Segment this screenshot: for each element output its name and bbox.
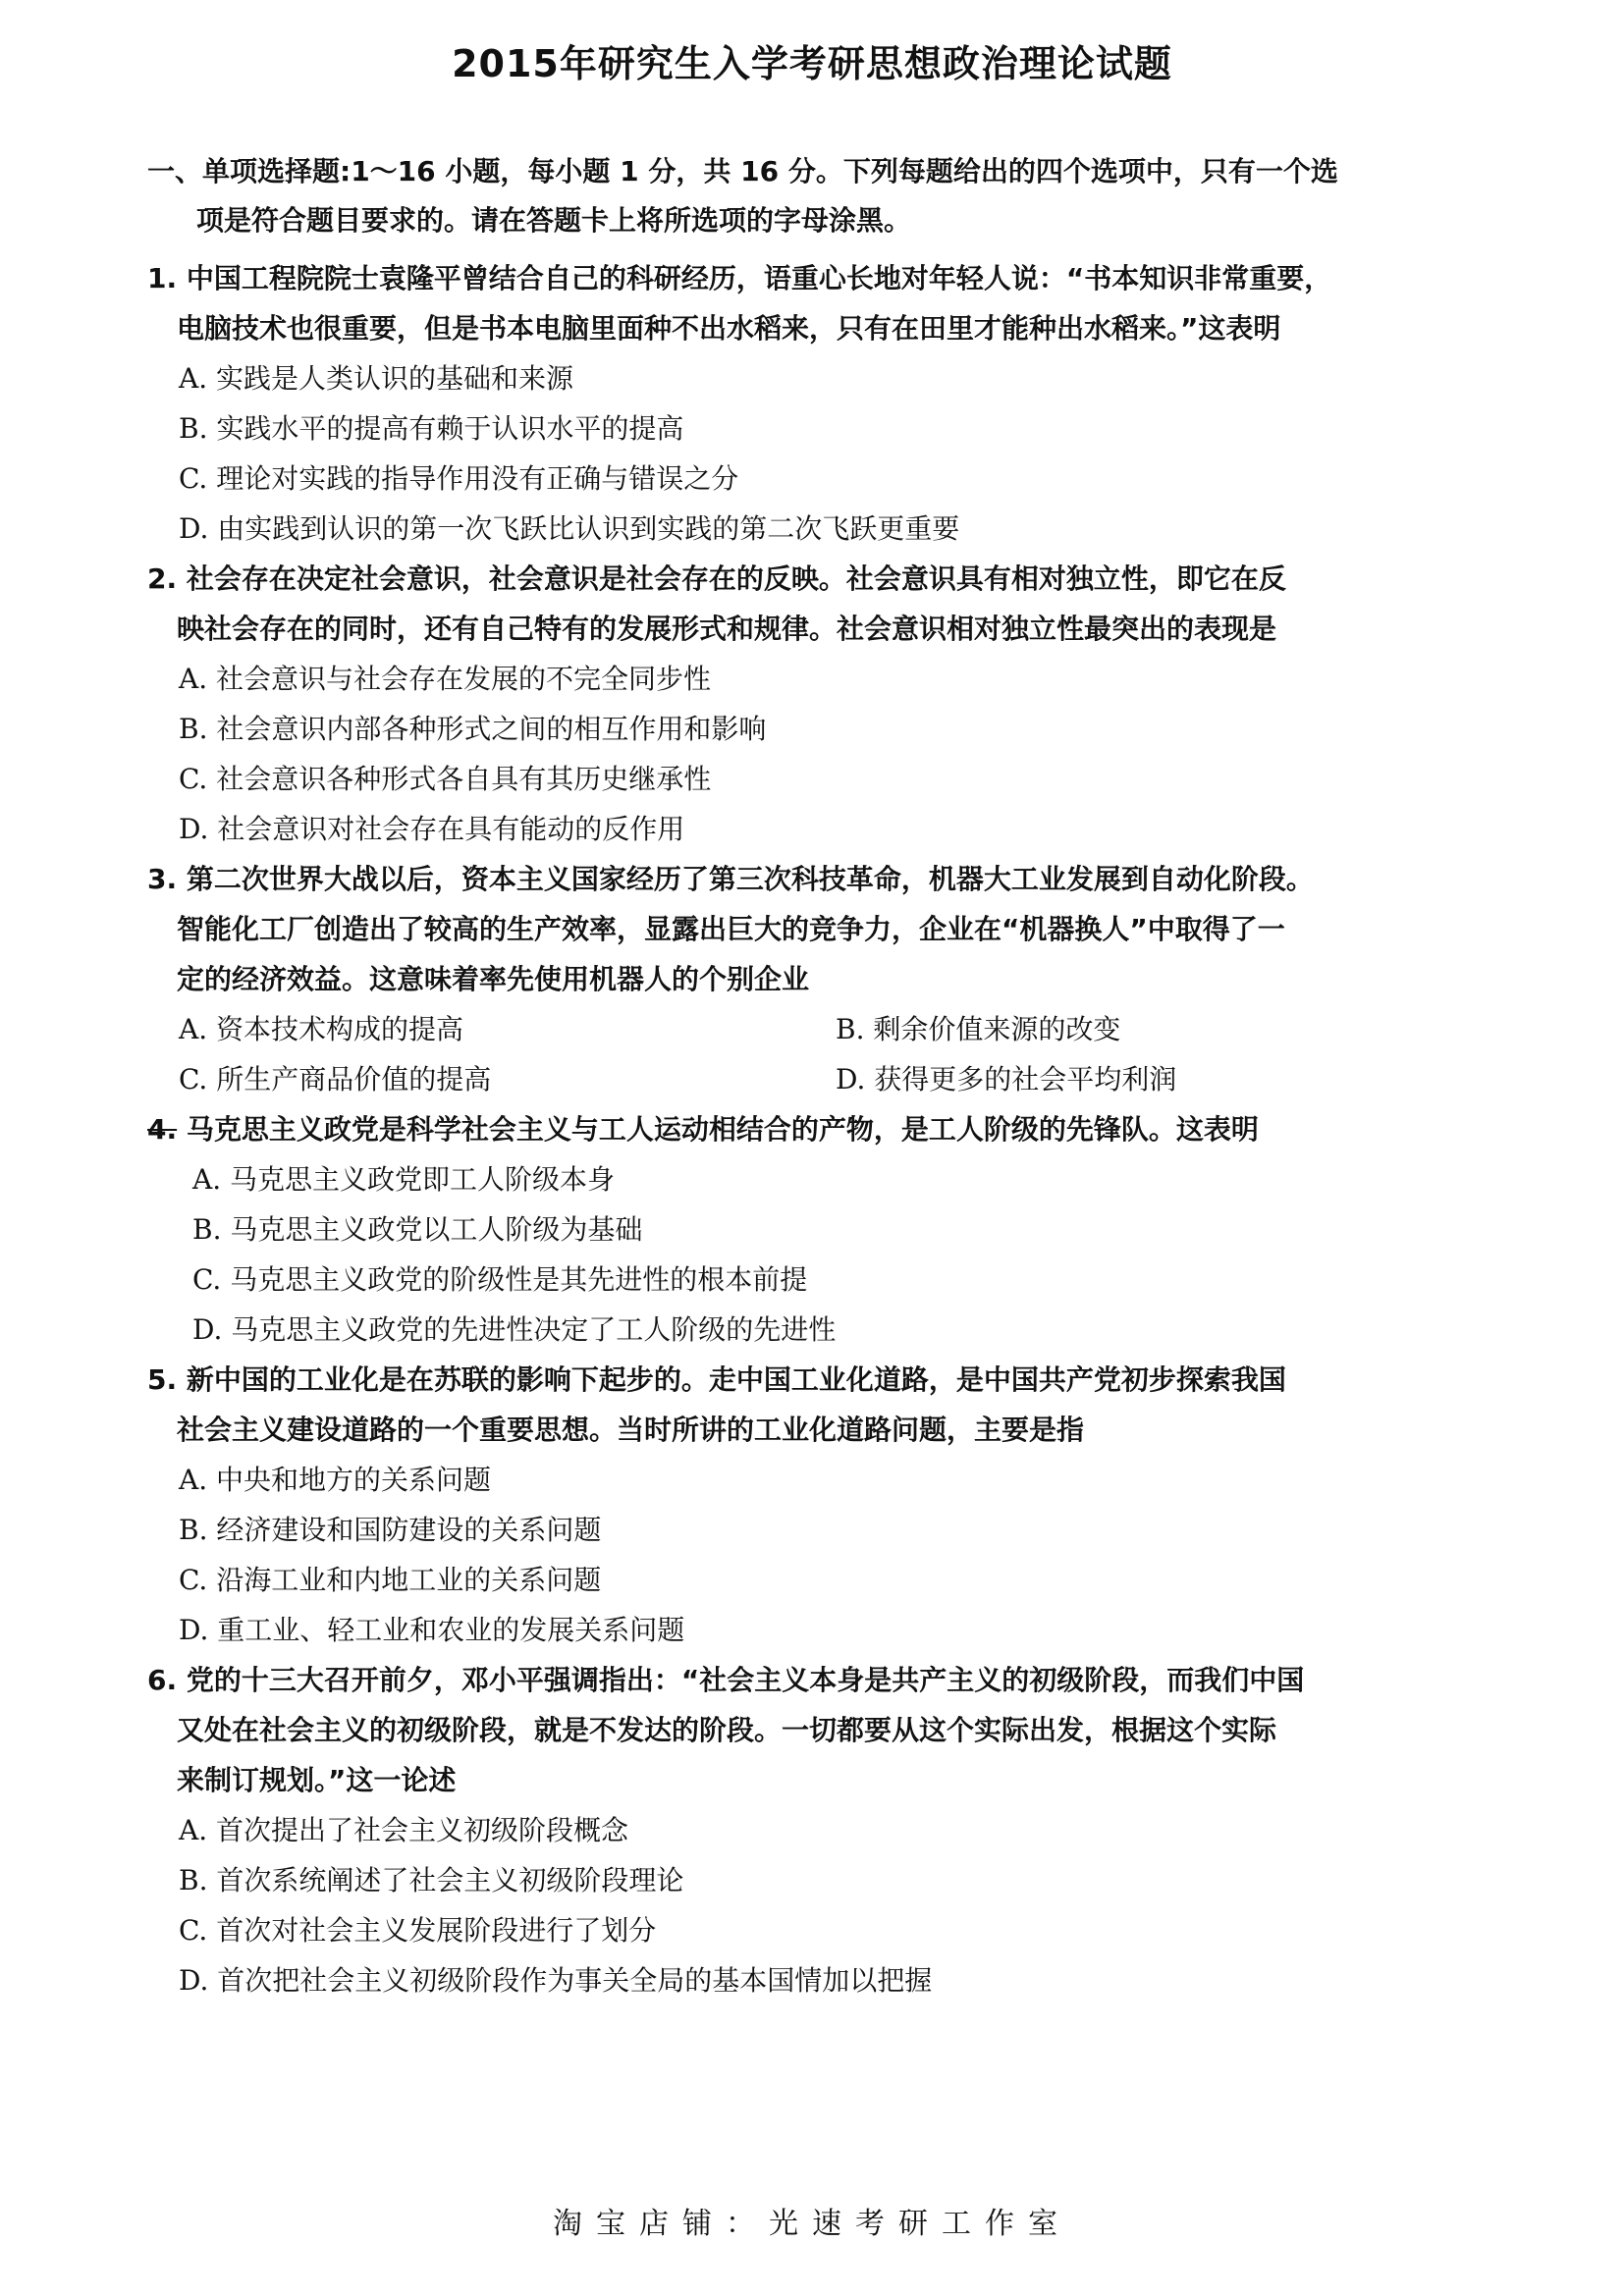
- question-6-option-a: A. 首次提出了社会主义初级阶段概念: [179, 1814, 629, 1846]
- question-4-stem-text: 马克思主义政党是科学社会主义与工人运动相结合的产物，是工人阶级的先锋队。这表明: [177, 1113, 1259, 1146]
- question-6: [147, 1655, 1492, 2005]
- question-6-stem-line: 6. 党的十三大召开前夕，邓小平强调指出：“社会主义本身是共产主义的初级阶段，而我们中国: [147, 1664, 1305, 1696]
- question-3-stem-line: 智能化工厂创造出了较高的生产效率，显露出巨大的竞争力，企业在“机器换人”中取得了一: [177, 913, 1285, 945]
- question-2-stem-line: 2. 社会存在决定社会意识，社会意识是社会存在的反映。社会意识具有相对独立性，即它在反: [147, 562, 1286, 595]
- question-list: [147, 253, 1492, 2005]
- question-1-option-a: A. 实践是人类认识的基础和来源: [179, 362, 574, 395]
- question-2-option-d: D. 社会意识对社会存在具有能动的反作用: [179, 813, 685, 845]
- question-4-stem-line: [147, 1104, 1492, 1154]
- section-instructions-line2: 项是符合题目要求的。请在答题卡上将所选项的字母涂黑。: [196, 204, 912, 237]
- question-3-stem-line: 定的经济效益。这意味着率先使用机器人的个别企业: [177, 963, 810, 995]
- section-instructions: [147, 147, 1483, 245]
- question-1: [147, 253, 1492, 554]
- question-4-number: 4.: [147, 1113, 178, 1146]
- question-6-option-d: D. 首次把社会主义初级阶段作为事关全局的基本国情加以把握: [179, 1964, 933, 1997]
- question-2-option-b: B. 社会意识内部各种形式之间的相互作用和影响: [179, 713, 767, 745]
- question-3-option-d: D. 获得更多的社会平均利润: [836, 1063, 1177, 1095]
- question-2: [147, 554, 1492, 854]
- question-5-stem-line: 社会主义建设道路的一个重要思想。当时所讲的工业化道路问题，主要是指: [177, 1414, 1085, 1446]
- question-3-options-row-2: [147, 1054, 1492, 1104]
- question-1-option-d: D. 由实践到认识的第一次飞跃比认识到实践的第二次飞跃更重要: [179, 512, 960, 545]
- section-instructions-line1: 一、单项选择题:1～16 小题，每小题 1 分，共 16 分。下列每题给出的四个选项中，只有一个选: [147, 155, 1338, 187]
- question-5-stem-line: 5. 新中国的工业化是在苏联的影响下起步的。走中国工业化道路，是中国共产党初步探索我国: [147, 1363, 1286, 1396]
- question-1-option-b: B. 实践水平的提高有赖于认识水平的提高: [179, 412, 684, 445]
- question-1-option-c: C. 理论对实践的指导作用没有正确与错误之分: [179, 462, 739, 495]
- question-6-option-c: C. 首次对社会主义发展阶段进行了划分: [179, 1914, 657, 1947]
- question-1-stem-line: 1. 中国工程院院士袁隆平曾结合自己的科研经历，语重心长地对年轻人说：“书本知识非常重要，: [147, 262, 1332, 294]
- question-3-option-c: C. 所生产商品价值的提高: [179, 1063, 492, 1095]
- question-4-option-c: C. 马克思主义政党的阶级性是其先进性的根本前提: [192, 1263, 808, 1296]
- question-4: [147, 1104, 1492, 1355]
- question-5: [147, 1355, 1492, 1655]
- question-5-option-c: C. 沿海工业和内地工业的关系问题: [179, 1564, 602, 1596]
- page-title: 2015年研究生入学考研思想政治理论试题: [452, 42, 1172, 85]
- question-4-option-a: A. 马克思主义政党即工人阶级本身: [192, 1163, 616, 1196]
- question-2-option-c: C. 社会意识各种形式各自具有其历史继承性: [179, 763, 712, 795]
- question-5-option-a: A. 中央和地方的关系问题: [179, 1464, 492, 1496]
- question-6-stem-line: 又处在社会主义的初级阶段，就是不发达的阶段。一切都要从这个实际出发，根据这个实际: [177, 1714, 1277, 1746]
- question-6-stem-line: 来制订规划。”这一论述: [177, 1764, 457, 1796]
- question-1-stem-line: 电脑技术也很重要，但是书本电脑里面种不出水稻来，只有在田里才能种出水稻来。”这表明: [177, 312, 1281, 345]
- footer-shop-note: 淘宝店铺：光速考研工作室: [553, 2207, 1071, 2241]
- question-3: [147, 854, 1492, 1104]
- question-3-options-row-1: [147, 1004, 1492, 1054]
- question-3-option-b: B. 剩余价值来源的改变: [836, 1013, 1121, 1045]
- question-3-stem-line: 3. 第二次世界大战以后，资本主义国家经历了第三次科技革命，机器大工业发展到自动化阶段。: [147, 863, 1314, 895]
- question-5-option-d: D. 重工业、轻工业和农业的发展关系问题: [179, 1614, 685, 1646]
- question-3-option-a: A. 资本技术构成的提高: [179, 1013, 464, 1045]
- question-5-option-b: B. 经济建设和国防建设的关系问题: [179, 1514, 602, 1546]
- question-4-option-b: B. 马克思主义政党以工人阶级为基础: [192, 1213, 643, 1246]
- question-2-option-a: A. 社会意识与社会存在发展的不完全同步性: [179, 663, 712, 695]
- question-4-option-d: D. 马克思主义政党的先进性决定了工人阶级的先进性: [192, 1313, 837, 1346]
- question-6-option-b: B. 首次系统阐述了社会主义初级阶段理论: [179, 1864, 684, 1896]
- question-2-stem-line: 映社会存在的同时，还有自己特有的发展形式和规律。社会意识相对独立性最突出的表现是: [177, 613, 1277, 645]
